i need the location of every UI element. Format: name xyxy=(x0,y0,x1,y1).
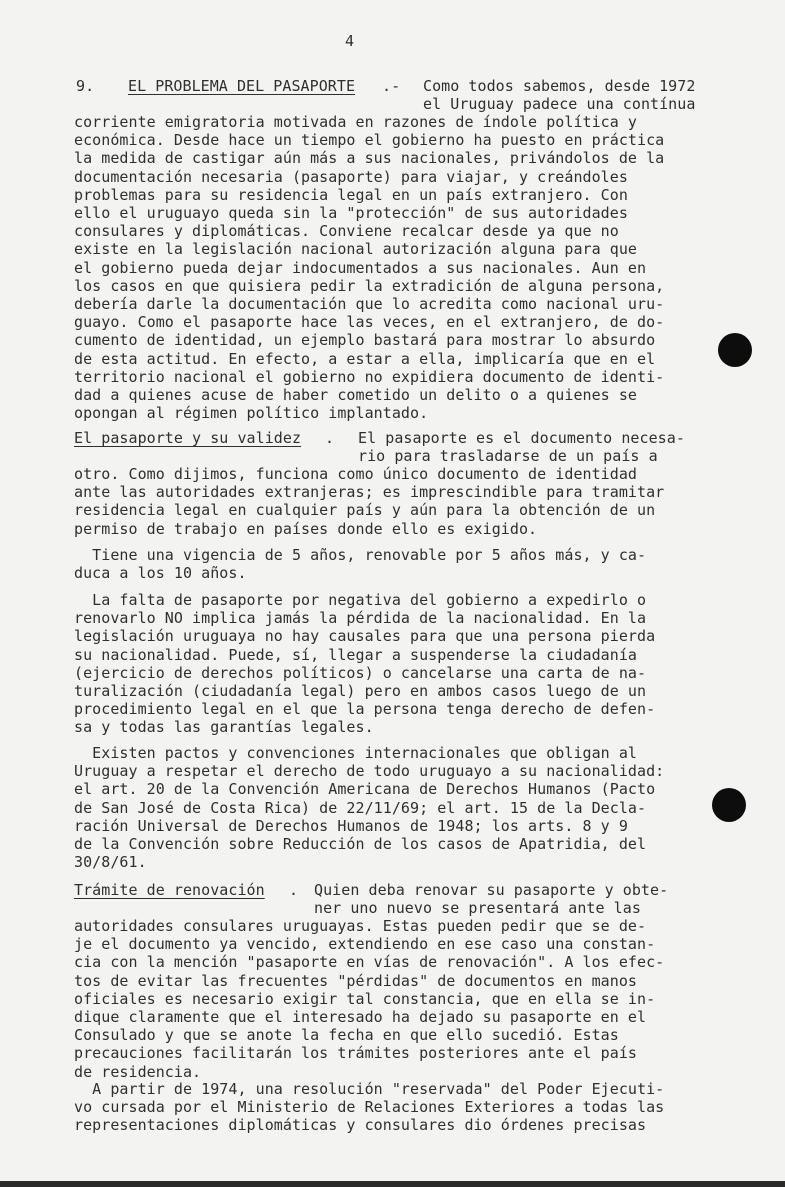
paragraph-line-text: de la Convención sobre Reducción de los casos de Apatridia, del xyxy=(74,835,647,853)
paragraph-line-text: sa y todas las garantías legales. xyxy=(74,718,374,737)
paragraph-line xyxy=(74,780,655,798)
tramite-heading xyxy=(74,881,669,899)
paragraph-line-text: ante las autoridades extranjeras; es imprescindible para tramitar xyxy=(74,483,665,502)
paragraph-line xyxy=(74,1008,646,1026)
paragraph-line-text: Consulado y que se anote la fecha en que ello sucedió. Estas xyxy=(74,1026,619,1045)
paragraph-line xyxy=(74,204,628,222)
paragraph-line xyxy=(74,917,646,935)
paragraph-line-text: turalización (ciudadanía legal) pero en ambos casos luego de un xyxy=(74,682,647,700)
paragraph-line-text: permiso de trabajo en países donde ello es exigido. xyxy=(74,519,538,538)
paragraph-line xyxy=(74,1080,664,1098)
paragraph-line-text: corriente emigratoria motivada en razones de índole política y xyxy=(74,113,638,131)
punch-hole-top xyxy=(718,333,752,367)
paragraph-line xyxy=(74,1044,637,1062)
paragraph-line xyxy=(74,990,655,1008)
paragraph-line-text: je el documento ya vencido, extendiendo en ese caso una constan- xyxy=(74,935,656,954)
paragraph-line-text: la medida de castigar aún más a sus nacionales, privándolos de la xyxy=(74,149,665,168)
paragraph-line xyxy=(74,744,637,762)
heading-suffix: . xyxy=(325,429,335,447)
paragraph-line-text: otro. Como dijimos, funciona como único documento de identidad xyxy=(74,465,638,483)
paragraph-line xyxy=(74,277,664,295)
second-line-tail: ner uno nuevo se presentará ante las xyxy=(314,899,641,917)
paragraph-line-text: vo cursada por el Ministerio de Relaciones Exteriores a todas las xyxy=(74,1098,665,1117)
paragraph-line xyxy=(74,591,646,609)
validez-heading xyxy=(74,429,685,447)
paragraph-line-text: el art. 20 de la Convención Americana de Derechos Humanos (Pacto xyxy=(74,780,656,799)
paragraph-line-text: de esta actitud. En efecto, a estar a ella, implicaría que en el xyxy=(74,349,656,368)
paragraph-line xyxy=(74,646,637,664)
paragraph-line xyxy=(74,718,374,736)
paragraph-line xyxy=(74,762,664,780)
paragraph-line-text: precauciones facilitarán los trámites posteriores ante el país xyxy=(74,1044,638,1063)
paragraph-line xyxy=(74,935,655,953)
paragraph-line xyxy=(74,404,428,422)
page-number: 4 xyxy=(345,32,355,50)
paragraph-line xyxy=(74,627,655,645)
paragraph-line xyxy=(74,131,664,149)
second-line-tail: el Uruguay padece una contínua xyxy=(423,95,696,113)
scan-border xyxy=(0,1181,785,1187)
paragraph-line xyxy=(74,168,628,186)
paragraph-line xyxy=(74,564,247,582)
paragraph-line xyxy=(74,222,619,240)
paragraph-line-text: cumento de identidad, un ejemplo bastará para mostrar lo absurdo xyxy=(74,331,656,350)
paragraph-line xyxy=(74,1063,201,1081)
section-9-heading xyxy=(76,77,696,95)
paragraph-line xyxy=(74,240,637,258)
paragraph-line-text: su nacionalidad. Puede, sí, llegar a suspenderse la ciudadanía xyxy=(74,645,638,664)
paragraph-line-text: los casos en que quisiera pedir la extradición de alguna persona, xyxy=(74,276,665,295)
paragraph-line-text: autoridades consulares uruguayas. Estas pueden pedir que se de- xyxy=(74,917,647,935)
paragraph-line xyxy=(74,368,664,386)
paragraph-line xyxy=(74,295,664,313)
paragraph-line xyxy=(74,350,655,368)
paragraph-line-text: duca a los 10 años. xyxy=(74,564,247,583)
paragraph-line xyxy=(74,520,537,538)
paragraph-line-text: (ejercicio de derechos políticos) o cancelarse una carta de na- xyxy=(74,663,647,682)
paragraph-line-text: opongan al régimen político implantado. xyxy=(74,404,429,423)
paragraph-line xyxy=(74,953,664,971)
paragraph-line-text: territorio nacional el gobierno no expidiera documento de identi- xyxy=(74,367,665,386)
paragraph-line xyxy=(74,331,655,349)
paragraph-line xyxy=(74,1098,664,1116)
paragraph-line-text: renovarlo NO implica jamás la pérdida de la nacionalidad. En la xyxy=(74,609,647,628)
paragraph-line xyxy=(74,313,664,331)
paragraph-line-text: ello el uruguayo queda sin la "protección" de sus autoridades xyxy=(74,204,628,222)
paragraph-line xyxy=(74,546,646,564)
paragraph-line xyxy=(74,682,646,700)
paragraph-line-text: problemas para su residencia legal en un país extranjero. Con xyxy=(74,185,628,204)
paragraph-line xyxy=(74,853,147,871)
paragraph-line-text: consulares y diplomáticas. Conviene recalcar desde ya que no xyxy=(74,222,619,241)
paragraph-line xyxy=(74,386,637,404)
paragraph-line xyxy=(74,186,628,204)
paragraph-line xyxy=(74,501,655,519)
paragraph-line-text: Uruguay a respetar el derecho de todo uruguayo a su nacionalidad: xyxy=(74,762,665,781)
paragraph-line-text: guayo. Como el pasaporte hace las veces, en el extranjero, de do- xyxy=(74,313,665,332)
paragraph-line-text: oficiales es necesario exigir tal constancia, que en ella se in- xyxy=(74,989,656,1008)
paragraph-line-text: de residencia. xyxy=(74,1062,202,1081)
paragraph-line-text: Tiene una vigencia de 5 años, renovable por 5 años más, y ca- xyxy=(74,546,647,564)
paragraph-line xyxy=(74,149,664,167)
paragraph-line xyxy=(74,465,637,483)
paragraph-line-text: debería darle la documentación que lo acredita como nacional uru- xyxy=(74,295,665,313)
section-number: 9. xyxy=(76,77,95,95)
paragraph-line xyxy=(74,664,646,682)
paragraph-line xyxy=(74,259,646,277)
paragraph-line-text: existe en la legislación nacional autorización alguna para que xyxy=(74,240,638,259)
punch-hole-bottom xyxy=(712,788,746,822)
heading-line-tail: Quien deba renovar su pasaporte y obte- xyxy=(314,881,669,899)
paragraph-line-text: A partir de 1974, una resolución "reservada" del Poder Ejecuti- xyxy=(74,1080,665,1098)
second-line-tail: rio para trasladarse de un país a xyxy=(358,447,658,465)
paragraph-line xyxy=(74,483,664,501)
heading-suffix: .- xyxy=(382,77,401,95)
paragraph-line xyxy=(74,700,655,718)
paragraph-line xyxy=(74,972,637,990)
heading-line-tail: El pasaporte es el documento necesa- xyxy=(358,429,685,447)
paragraph-line xyxy=(74,835,646,853)
paragraph-line xyxy=(74,113,637,131)
paragraph-line-text: residencia legal en cualquier país y aún para la obtención de un xyxy=(74,501,656,520)
paragraph-line-text: representaciones diplomáticas y consulares dio órdenes precisas xyxy=(74,1116,647,1135)
paragraph-line-text: económica. Desde hace un tiempo el gobierno ha puesto en práctica xyxy=(74,131,665,150)
paragraph-line-text: legislación uruguaya no hay causales para que una persona pierda xyxy=(74,627,656,646)
section-heading: EL PROBLEMA DEL PASAPORTE xyxy=(128,77,356,95)
paragraph-line-text: procedimiento legal en el que la persona tenga derecho de defen- xyxy=(74,700,656,719)
paragraph-line-text: La falta de pasaporte por negativa del gobierno a expedirlo o xyxy=(74,591,647,609)
paragraph-line xyxy=(74,799,646,817)
paragraph-line-text: dique claramente que el interesado ha dejado su pasaporte en el xyxy=(74,1008,647,1026)
paragraph-line xyxy=(74,1116,646,1134)
paragraph-line-text: cia con la mención "pasaporte en vías de renovación". A los efec- xyxy=(74,953,665,972)
paragraph-line-text: ración Universal de Derechos Humanos de 1948; los arts. 8 y 9 xyxy=(74,816,628,835)
paragraph-line-text: 30/8/61. xyxy=(74,853,147,872)
paragraph-line xyxy=(74,1026,619,1044)
paragraph-line-text: documentación necesaria (pasaporte) para viajar, y creándoles xyxy=(74,167,628,186)
paragraph-line-text: el gobierno pueda dejar indocumentados a sus nacionales. Aun en xyxy=(74,258,647,277)
paragraph-line-text: de San José de Costa Rica) de 22/11/69; el art. 15 de la Decla- xyxy=(74,798,647,817)
paragraph-line xyxy=(74,609,646,627)
paragraph-line-text: tos de evitar las frecuentes "pérdidas" de documentos en manos xyxy=(74,971,638,990)
heading-suffix: . xyxy=(289,881,299,899)
heading-line-tail: Como todos sabemos, desde 1972 xyxy=(423,77,696,95)
paragraph-line-text: Existen pactos y convenciones internacionales que obligan al xyxy=(74,744,638,762)
paragraph-line-text: dad a quienes acuse de haber cometido un delito o a quienes se xyxy=(74,386,638,404)
subsection-heading: Trámite de renovación xyxy=(74,881,265,899)
subsection-heading: El pasaporte y su validez xyxy=(74,429,302,447)
paragraph-line xyxy=(74,817,628,835)
